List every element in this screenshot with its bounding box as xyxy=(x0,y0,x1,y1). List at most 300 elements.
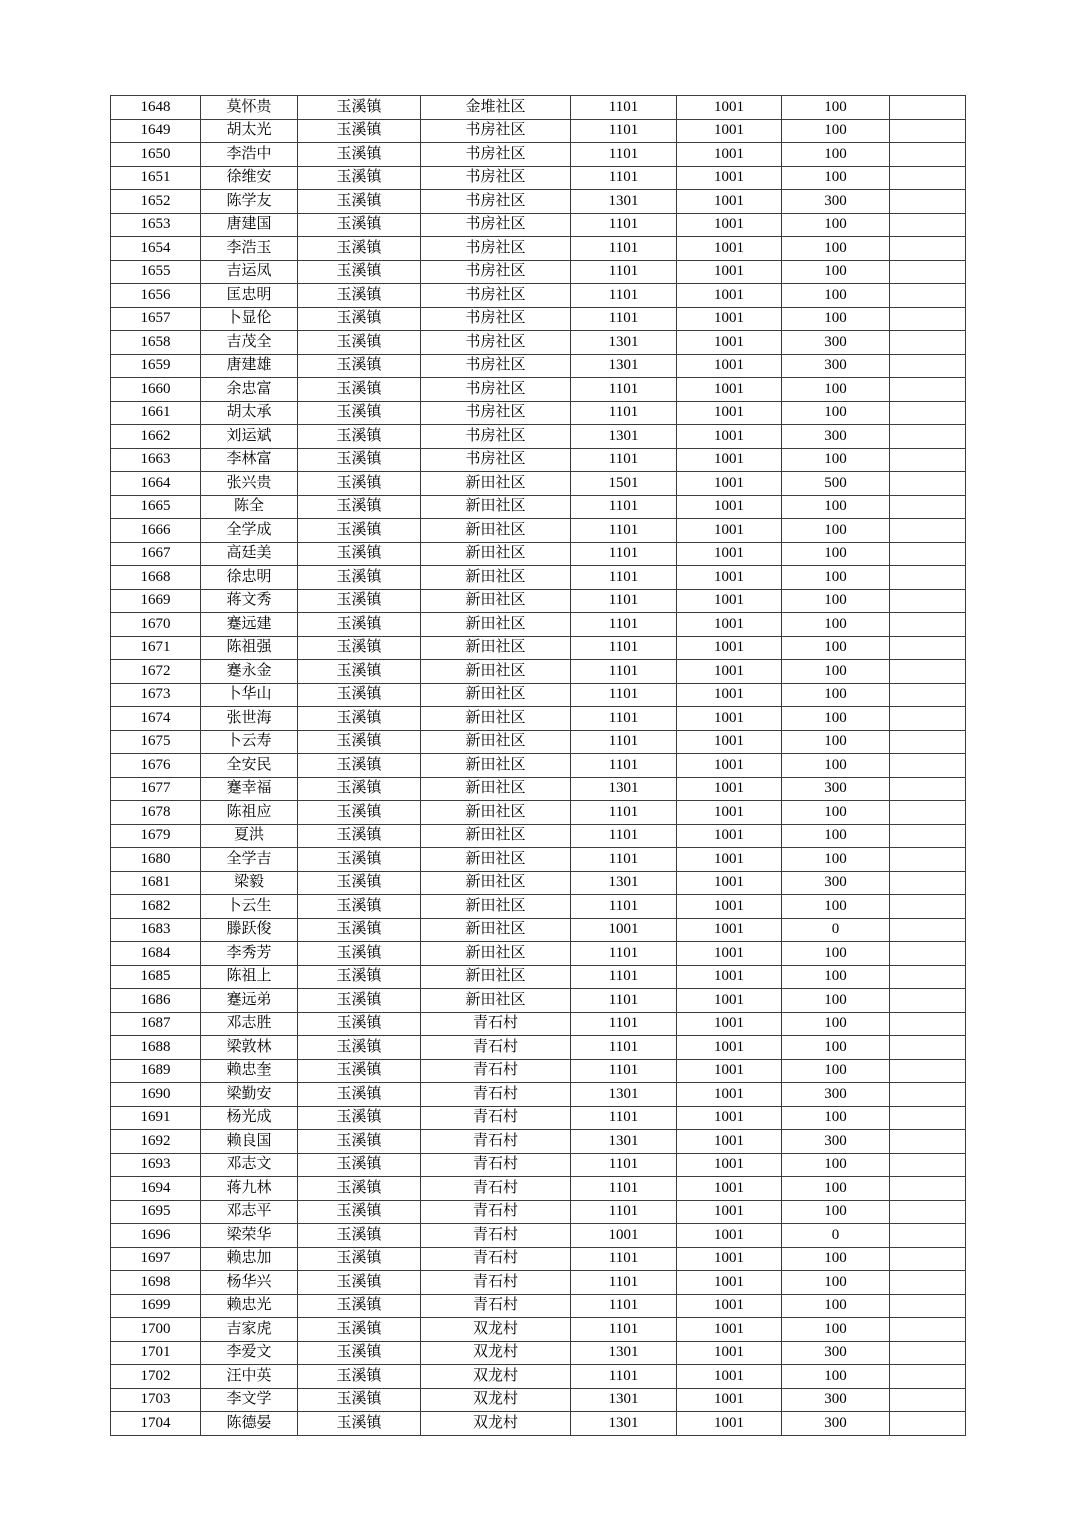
table-cell xyxy=(890,918,966,942)
table-cell: 1301 xyxy=(571,1083,677,1107)
table-cell: 张兴贵 xyxy=(201,472,298,496)
table-row xyxy=(111,1153,966,1177)
table-cell: 1660 xyxy=(111,378,201,402)
table-row xyxy=(111,166,966,190)
table-cell: 1001 xyxy=(677,119,782,143)
table-cell: 1657 xyxy=(111,307,201,331)
table-cell: 1101 xyxy=(571,1365,677,1389)
table-cell: 玉溪镇 xyxy=(298,1012,421,1036)
table-cell: 1001 xyxy=(677,683,782,707)
table-cell: 100 xyxy=(782,965,890,989)
table-cell: 100 xyxy=(782,284,890,308)
table-cell: 汪中英 xyxy=(201,1365,298,1389)
table-cell: 1683 xyxy=(111,918,201,942)
table-cell: 1684 xyxy=(111,942,201,966)
table-row xyxy=(111,683,966,707)
table-cell: 1101 xyxy=(571,495,677,519)
table-cell: 300 xyxy=(782,1412,890,1436)
table-cell: 玉溪镇 xyxy=(298,777,421,801)
table-cell: 青石村 xyxy=(421,1036,571,1060)
table-cell: 1685 xyxy=(111,965,201,989)
table-cell: 100 xyxy=(782,1153,890,1177)
table-cell: 1658 xyxy=(111,331,201,355)
table-cell: 1001 xyxy=(677,1106,782,1130)
table-row xyxy=(111,1036,966,1060)
table-cell: 1693 xyxy=(111,1153,201,1177)
table-cell: 青石村 xyxy=(421,1177,571,1201)
table-cell: 青石村 xyxy=(421,1247,571,1271)
table-cell: 吉家虎 xyxy=(201,1318,298,1342)
table-cell: 吉茂全 xyxy=(201,331,298,355)
table-cell: 1001 xyxy=(677,166,782,190)
table-cell: 1001 xyxy=(677,1059,782,1083)
table-cell: 1659 xyxy=(111,354,201,378)
table-cell xyxy=(890,190,966,214)
table-cell: 1694 xyxy=(111,1177,201,1201)
table-cell: 1001 xyxy=(677,378,782,402)
table-cell: 1101 xyxy=(571,1294,677,1318)
table-cell: 玉溪镇 xyxy=(298,1271,421,1295)
table-cell xyxy=(890,1177,966,1201)
table-row xyxy=(111,237,966,261)
table-cell: 1301 xyxy=(571,1388,677,1412)
table-cell: 1669 xyxy=(111,589,201,613)
table-cell: 新田社区 xyxy=(421,660,571,684)
table-cell: 1101 xyxy=(571,660,677,684)
table-cell: 100 xyxy=(782,1247,890,1271)
table-cell: 1101 xyxy=(571,1012,677,1036)
table-cell: 1301 xyxy=(571,777,677,801)
table-row xyxy=(111,1200,966,1224)
table-cell: 双龙村 xyxy=(421,1388,571,1412)
table-row xyxy=(111,989,966,1013)
table-cell: 1101 xyxy=(571,260,677,284)
table-cell: 1001 xyxy=(677,589,782,613)
table-cell: 书房社区 xyxy=(421,119,571,143)
table-cell: 1648 xyxy=(111,96,201,120)
table-row xyxy=(111,96,966,120)
table-cell: 1001 xyxy=(677,1412,782,1436)
table-cell: 玉溪镇 xyxy=(298,1365,421,1389)
table-cell: 青石村 xyxy=(421,1224,571,1248)
table-cell xyxy=(890,989,966,1013)
table-cell: 1101 xyxy=(571,707,677,731)
table-cell: 玉溪镇 xyxy=(298,1059,421,1083)
table-cell: 玉溪镇 xyxy=(298,166,421,190)
table-cell: 300 xyxy=(782,1388,890,1412)
table-cell xyxy=(890,965,966,989)
table-cell: 1001 xyxy=(677,519,782,543)
records-table-body xyxy=(111,96,966,1436)
table-cell: 玉溪镇 xyxy=(298,542,421,566)
table-cell: 1001 xyxy=(677,354,782,378)
table-cell: 书房社区 xyxy=(421,307,571,331)
table-cell: 新田社区 xyxy=(421,683,571,707)
table-cell: 刘运斌 xyxy=(201,425,298,449)
table-row xyxy=(111,1083,966,1107)
table-cell: 1101 xyxy=(571,801,677,825)
table-cell: 1101 xyxy=(571,1200,677,1224)
table-cell xyxy=(890,1224,966,1248)
table-cell: 玉溪镇 xyxy=(298,119,421,143)
table-row xyxy=(111,284,966,308)
table-row xyxy=(111,495,966,519)
table-cell: 1662 xyxy=(111,425,201,449)
table-cell: 100 xyxy=(782,589,890,613)
table-row xyxy=(111,777,966,801)
table-cell: 玉溪镇 xyxy=(298,613,421,637)
table-cell: 陈祖应 xyxy=(201,801,298,825)
table-cell: 100 xyxy=(782,1106,890,1130)
table-cell: 新田社区 xyxy=(421,730,571,754)
table-cell: 玉溪镇 xyxy=(298,1200,421,1224)
table-cell: 新田社区 xyxy=(421,754,571,778)
table-cell: 1001 xyxy=(677,331,782,355)
table-cell: 100 xyxy=(782,448,890,472)
table-cell: 玉溪镇 xyxy=(298,307,421,331)
table-cell: 1692 xyxy=(111,1130,201,1154)
table-cell: 玉溪镇 xyxy=(298,472,421,496)
table-row xyxy=(111,895,966,919)
table-cell: 100 xyxy=(782,613,890,637)
table-cell: 青石村 xyxy=(421,1271,571,1295)
table-row xyxy=(111,918,966,942)
table-cell xyxy=(890,1130,966,1154)
table-cell: 1001 xyxy=(677,237,782,261)
table-row xyxy=(111,1106,966,1130)
table-row xyxy=(111,636,966,660)
table-row xyxy=(111,589,966,613)
table-cell: 书房社区 xyxy=(421,425,571,449)
table-cell: 100 xyxy=(782,683,890,707)
table-cell: 1301 xyxy=(571,1341,677,1365)
table-cell: 蒋文秀 xyxy=(201,589,298,613)
table-cell: 100 xyxy=(782,1200,890,1224)
table-cell xyxy=(890,895,966,919)
table-cell: 1650 xyxy=(111,143,201,167)
table-cell: 玉溪镇 xyxy=(298,213,421,237)
table-row xyxy=(111,1130,966,1154)
table-cell xyxy=(890,260,966,284)
table-cell: 玉溪镇 xyxy=(298,918,421,942)
table-cell: 1101 xyxy=(571,754,677,778)
table-cell: 1301 xyxy=(571,331,677,355)
table-row xyxy=(111,871,966,895)
table-cell: 100 xyxy=(782,495,890,519)
table-cell: 玉溪镇 xyxy=(298,824,421,848)
table-cell: 1001 xyxy=(571,1224,677,1248)
table-row xyxy=(111,1224,966,1248)
table-cell: 全安民 xyxy=(201,754,298,778)
table-cell: 唐建雄 xyxy=(201,354,298,378)
table-cell: 陈学友 xyxy=(201,190,298,214)
table-cell: 唐建国 xyxy=(201,213,298,237)
table-cell: 新田社区 xyxy=(421,542,571,566)
table-cell: 赖忠奎 xyxy=(201,1059,298,1083)
table-cell: 蹇幸福 xyxy=(201,777,298,801)
table-row xyxy=(111,1365,966,1389)
table-cell: 书房社区 xyxy=(421,401,571,425)
table-cell: 张世海 xyxy=(201,707,298,731)
table-cell: 1001 xyxy=(677,190,782,214)
table-cell: 新田社区 xyxy=(421,777,571,801)
table-cell: 书房社区 xyxy=(421,190,571,214)
table-cell: 1001 xyxy=(677,307,782,331)
table-cell: 1001 xyxy=(677,801,782,825)
table-cell: 1679 xyxy=(111,824,201,848)
table-cell: 1501 xyxy=(571,472,677,496)
table-cell xyxy=(890,96,966,120)
table-cell: 邓志文 xyxy=(201,1153,298,1177)
table-cell: 1101 xyxy=(571,895,677,919)
table-cell: 100 xyxy=(782,119,890,143)
table-cell: 100 xyxy=(782,1177,890,1201)
table-cell: 100 xyxy=(782,1059,890,1083)
table-cell: 玉溪镇 xyxy=(298,1318,421,1342)
table-cell xyxy=(890,143,966,167)
table-cell: 双龙村 xyxy=(421,1412,571,1436)
table-cell: 1676 xyxy=(111,754,201,778)
table-cell: 1001 xyxy=(677,1247,782,1271)
table-cell: 1001 xyxy=(677,848,782,872)
table-cell: 100 xyxy=(782,307,890,331)
table-cell: 新田社区 xyxy=(421,613,571,637)
table-cell: 玉溪镇 xyxy=(298,1083,421,1107)
table-cell: 1697 xyxy=(111,1247,201,1271)
table-cell: 1001 xyxy=(677,96,782,120)
table-cell: 100 xyxy=(782,519,890,543)
table-cell: 100 xyxy=(782,378,890,402)
table-cell: 玉溪镇 xyxy=(298,1130,421,1154)
table-cell xyxy=(890,824,966,848)
table-cell: 1001 xyxy=(677,777,782,801)
table-cell: 1668 xyxy=(111,566,201,590)
table-cell xyxy=(890,425,966,449)
table-row xyxy=(111,1177,966,1201)
table-cell: 1001 xyxy=(677,1271,782,1295)
table-cell: 100 xyxy=(782,989,890,1013)
table-cell: 100 xyxy=(782,566,890,590)
table-cell: 玉溪镇 xyxy=(298,660,421,684)
table-cell: 1101 xyxy=(571,848,677,872)
table-cell: 玉溪镇 xyxy=(298,754,421,778)
table-cell: 100 xyxy=(782,1318,890,1342)
table-cell xyxy=(890,942,966,966)
table-cell: 余忠富 xyxy=(201,378,298,402)
table-cell: 1649 xyxy=(111,119,201,143)
table-cell: 玉溪镇 xyxy=(298,448,421,472)
table-cell: 新田社区 xyxy=(421,589,571,613)
table-row xyxy=(111,942,966,966)
table-cell: 1001 xyxy=(677,660,782,684)
table-cell: 新田社区 xyxy=(421,824,571,848)
table-cell: 1101 xyxy=(571,519,677,543)
table-cell xyxy=(890,1294,966,1318)
table-cell: 1001 xyxy=(677,566,782,590)
table-cell: 0 xyxy=(782,918,890,942)
table-cell: 玉溪镇 xyxy=(298,1224,421,1248)
table-cell xyxy=(890,472,966,496)
table-cell xyxy=(890,1036,966,1060)
table-cell: 1301 xyxy=(571,354,677,378)
table-cell: 青石村 xyxy=(421,1294,571,1318)
table-row xyxy=(111,730,966,754)
table-cell: 新田社区 xyxy=(421,895,571,919)
table-cell: 全学成 xyxy=(201,519,298,543)
table-cell: 1680 xyxy=(111,848,201,872)
table-cell: 夏洪 xyxy=(201,824,298,848)
table-cell: 1001 xyxy=(677,871,782,895)
table-cell: 1101 xyxy=(571,1177,677,1201)
table-cell: 1101 xyxy=(571,213,677,237)
table-cell xyxy=(890,284,966,308)
table-cell: 100 xyxy=(782,1036,890,1060)
table-cell: 100 xyxy=(782,237,890,261)
table-cell: 1101 xyxy=(571,378,677,402)
table-cell: 1001 xyxy=(677,754,782,778)
table-cell: 1682 xyxy=(111,895,201,919)
table-cell: 1001 xyxy=(677,1200,782,1224)
table-cell: 玉溪镇 xyxy=(298,989,421,1013)
table-row xyxy=(111,1388,966,1412)
table-cell xyxy=(890,566,966,590)
table-cell: 青石村 xyxy=(421,1059,571,1083)
table-row xyxy=(111,965,966,989)
table-row xyxy=(111,1247,966,1271)
table-cell: 玉溪镇 xyxy=(298,895,421,919)
table-cell: 0 xyxy=(782,1224,890,1248)
table-cell: 书房社区 xyxy=(421,237,571,261)
table-cell: 青石村 xyxy=(421,1012,571,1036)
table-cell: 1101 xyxy=(571,96,677,120)
table-cell: 1686 xyxy=(111,989,201,1013)
table-cell: 1700 xyxy=(111,1318,201,1342)
table-cell: 新田社区 xyxy=(421,801,571,825)
table-cell xyxy=(890,519,966,543)
table-cell: 玉溪镇 xyxy=(298,1153,421,1177)
table-cell: 1001 xyxy=(677,1153,782,1177)
table-cell: 1663 xyxy=(111,448,201,472)
table-cell: 100 xyxy=(782,1271,890,1295)
table-cell: 玉溪镇 xyxy=(298,1341,421,1365)
table-cell: 100 xyxy=(782,143,890,167)
table-cell xyxy=(890,1247,966,1271)
table-cell xyxy=(890,1200,966,1224)
table-cell: 书房社区 xyxy=(421,213,571,237)
table-cell: 蹇永金 xyxy=(201,660,298,684)
table-cell: 梁敦林 xyxy=(201,1036,298,1060)
table-cell: 100 xyxy=(782,848,890,872)
table-row xyxy=(111,472,966,496)
table-cell: 新田社区 xyxy=(421,472,571,496)
table-cell: 李文学 xyxy=(201,1388,298,1412)
table-cell: 1101 xyxy=(571,589,677,613)
table-cell: 1301 xyxy=(571,871,677,895)
table-row xyxy=(111,1271,966,1295)
table-cell: 1677 xyxy=(111,777,201,801)
table-cell: 青石村 xyxy=(421,1130,571,1154)
table-cell: 玉溪镇 xyxy=(298,425,421,449)
table-row xyxy=(111,1012,966,1036)
table-cell: 1666 xyxy=(111,519,201,543)
table-cell: 100 xyxy=(782,895,890,919)
table-cell: 卜云寿 xyxy=(201,730,298,754)
table-cell xyxy=(890,730,966,754)
table-cell: 赖忠光 xyxy=(201,1294,298,1318)
table-cell: 1001 xyxy=(677,1224,782,1248)
table-cell: 1651 xyxy=(111,166,201,190)
table-cell: 玉溪镇 xyxy=(298,707,421,731)
table-cell: 1001 xyxy=(571,918,677,942)
table-cell xyxy=(890,448,966,472)
table-cell: 玉溪镇 xyxy=(298,1106,421,1130)
table-cell: 1691 xyxy=(111,1106,201,1130)
table-cell: 1001 xyxy=(677,895,782,919)
table-cell: 300 xyxy=(782,354,890,378)
table-cell: 100 xyxy=(782,942,890,966)
table-cell: 100 xyxy=(782,730,890,754)
table-cell: 1101 xyxy=(571,1153,677,1177)
table-cell: 玉溪镇 xyxy=(298,871,421,895)
table-row xyxy=(111,542,966,566)
table-cell xyxy=(890,378,966,402)
table-cell: 1101 xyxy=(571,119,677,143)
table-cell: 1695 xyxy=(111,1200,201,1224)
table-cell: 李浩玉 xyxy=(201,237,298,261)
table-cell: 李浩中 xyxy=(201,143,298,167)
table-cell xyxy=(890,683,966,707)
table-cell xyxy=(890,495,966,519)
table-cell: 1665 xyxy=(111,495,201,519)
table-cell xyxy=(890,166,966,190)
table-cell: 100 xyxy=(782,213,890,237)
table-cell: 匡忠明 xyxy=(201,284,298,308)
table-cell: 新田社区 xyxy=(421,495,571,519)
table-cell: 100 xyxy=(782,96,890,120)
table-row xyxy=(111,660,966,684)
table-cell xyxy=(890,660,966,684)
table-cell: 陈德晏 xyxy=(201,1412,298,1436)
table-row xyxy=(111,354,966,378)
table-cell: 1667 xyxy=(111,542,201,566)
table-cell: 陈祖强 xyxy=(201,636,298,660)
table-cell xyxy=(890,1083,966,1107)
table-cell: 1101 xyxy=(571,730,677,754)
table-cell: 100 xyxy=(782,660,890,684)
table-cell: 1001 xyxy=(677,613,782,637)
table-row xyxy=(111,519,966,543)
table-cell: 新田社区 xyxy=(421,707,571,731)
table-cell: 1001 xyxy=(677,401,782,425)
table-cell: 玉溪镇 xyxy=(298,354,421,378)
table-cell: 梁荣华 xyxy=(201,1224,298,1248)
table-cell: 玉溪镇 xyxy=(298,801,421,825)
table-cell xyxy=(890,307,966,331)
table-cell: 赖忠加 xyxy=(201,1247,298,1271)
table-row xyxy=(111,1412,966,1436)
table-cell: 1703 xyxy=(111,1388,201,1412)
table-row xyxy=(111,119,966,143)
table-cell: 1001 xyxy=(677,1130,782,1154)
table-cell: 1101 xyxy=(571,542,677,566)
table-cell: 100 xyxy=(782,824,890,848)
table-cell: 吉运凤 xyxy=(201,260,298,284)
table-cell: 1001 xyxy=(677,1177,782,1201)
table-cell: 青石村 xyxy=(421,1153,571,1177)
table-cell: 1101 xyxy=(571,143,677,167)
table-cell: 1101 xyxy=(571,1059,677,1083)
table-cell: 1664 xyxy=(111,472,201,496)
